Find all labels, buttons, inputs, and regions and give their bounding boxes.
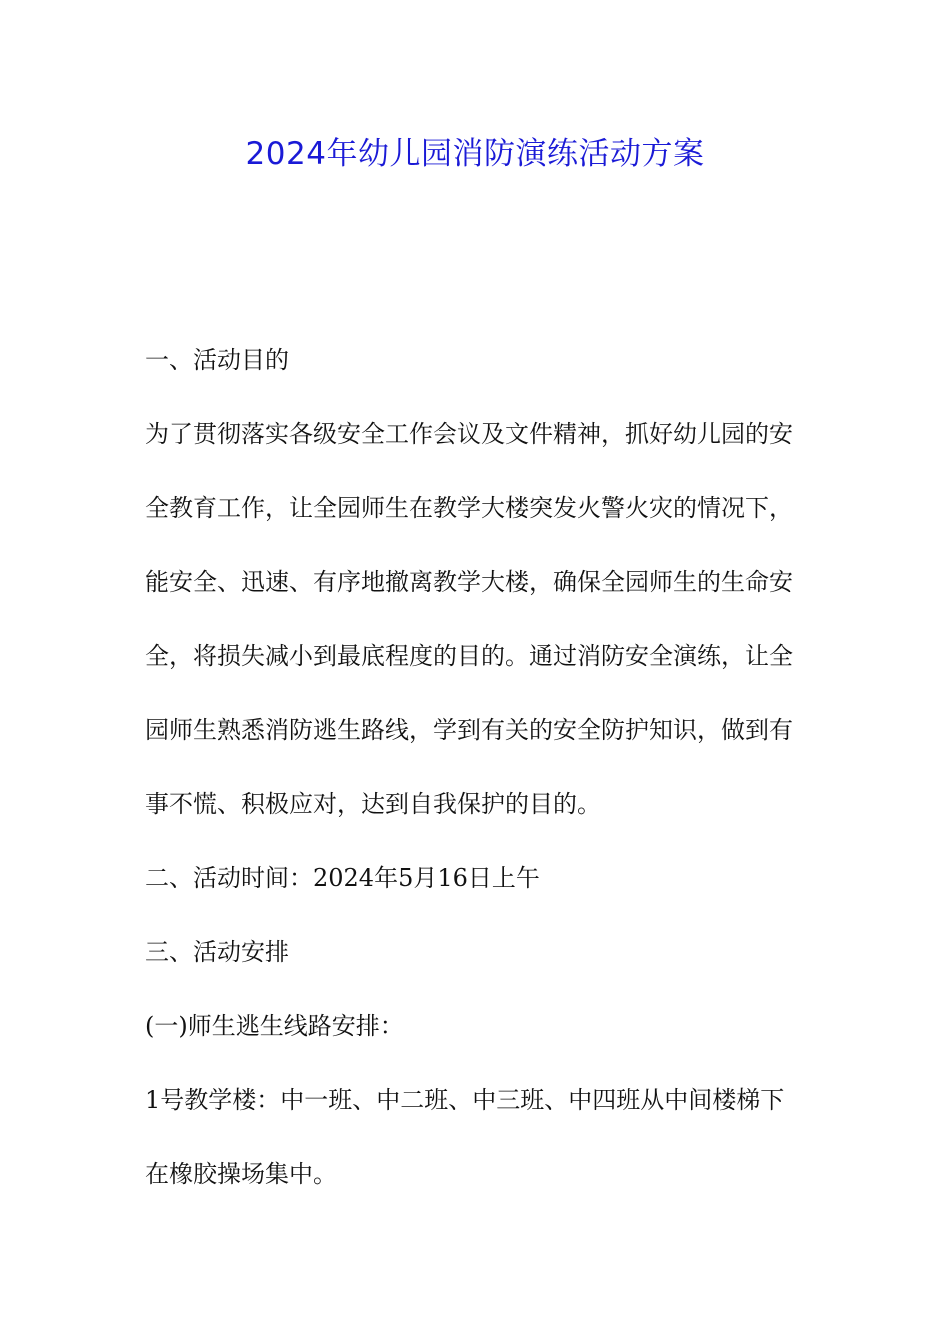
paragraph-line: 1号教学楼：中一班、中二班、中三班、中四班从中间楼梯下	[145, 1086, 785, 1114]
document-title: 2024年幼儿园消防演练活动方案	[245, 136, 705, 172]
paragraph-line: 事不慌、积极应对，达到自我保护的目的。	[145, 790, 601, 818]
section-heading-time: 二、活动时间：2024年5月16日上午	[145, 864, 540, 892]
section-heading-purpose: 一、活动目的	[145, 346, 289, 374]
section-heading-arrangement: 三、活动安排	[145, 938, 289, 966]
paragraph-line: 能安全、迅速、有序地撤离教学大楼，确保全园师生的生命安	[145, 568, 793, 596]
paragraph-line: 全，将损失减小到最底程度的目的。通过消防安全演练，让全	[145, 642, 793, 670]
paragraph-line: 园师生熟悉消防逃生路线，学到有关的安全防护知识，做到有	[145, 716, 793, 744]
paragraph-line: 全教育工作，让全园师生在教学大楼突发火警火灾的情况下，	[145, 494, 793, 522]
paragraph-line: 在橡胶操场集中。	[145, 1160, 337, 1188]
subsection-heading-escape-routes: (一)师生逃生线路安排：	[145, 1012, 404, 1040]
document-body	[145, 338, 815, 1226]
paragraph-line: 为了贯彻落实各级安全工作会议及文件精神，抓好幼儿园的安	[145, 420, 793, 448]
